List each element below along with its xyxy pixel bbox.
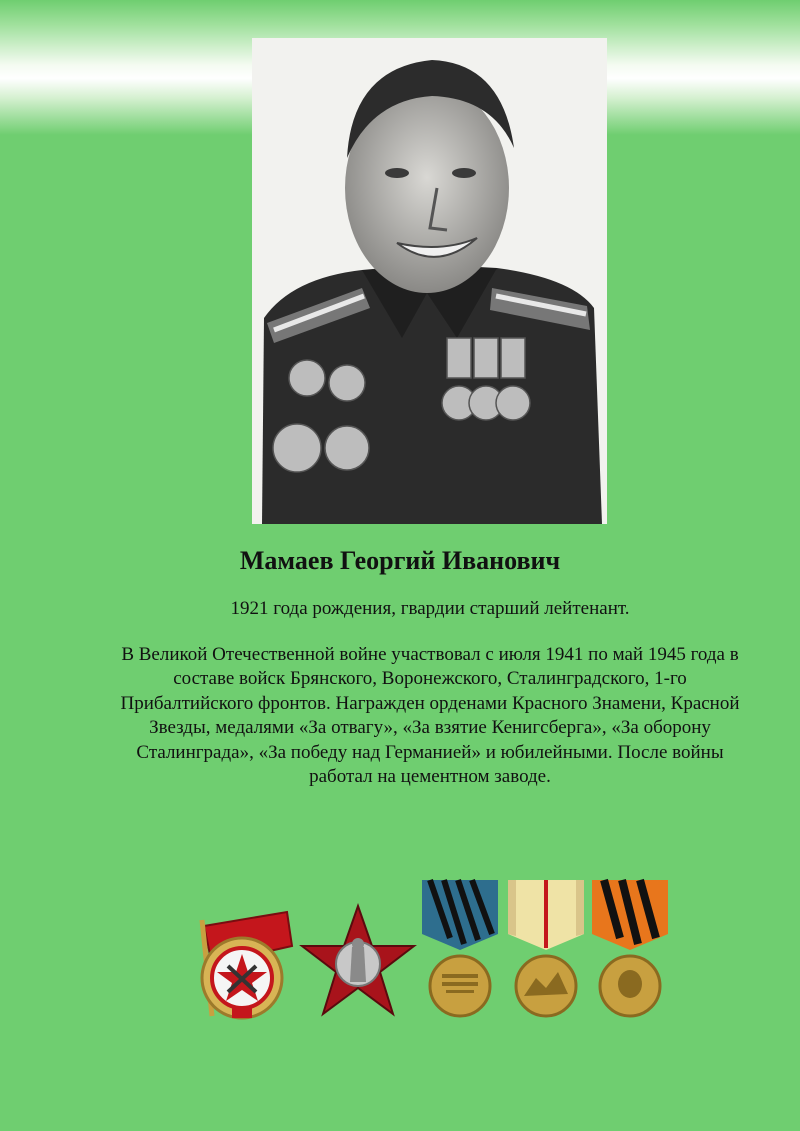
medal-konigsberg-icon [420, 878, 500, 1022]
order-of-red-banner-icon [192, 906, 298, 1026]
person-name: Мамаев Георгий Иванович [239, 546, 561, 575]
person-subtitle: 1921 года рождения, гвардии старший лейтенант. [230, 598, 630, 619]
awards-row [0, 870, 800, 1030]
medal-stalingrad-icon [506, 878, 586, 1022]
person-biography: В Великой Отечественной войне участвовал с июля 1941 по май 1945 года в составе войск Брянского, Воронежского, Сталинградского, 1-го Прибалтийского фронтов. Награжден орденами Красного Знамени, Красной Звезды, медалями «За отвагу», «За взятие Кенигсберга», «За оборону Сталинграда», «За победу над Германией» и юбилейными. После войны работал на цементном заводе. [120, 644, 740, 788]
medal-victory-over-germany-icon [590, 878, 670, 1022]
order-of-red-star-icon [298, 902, 418, 1020]
portrait-photo [252, 38, 607, 524]
